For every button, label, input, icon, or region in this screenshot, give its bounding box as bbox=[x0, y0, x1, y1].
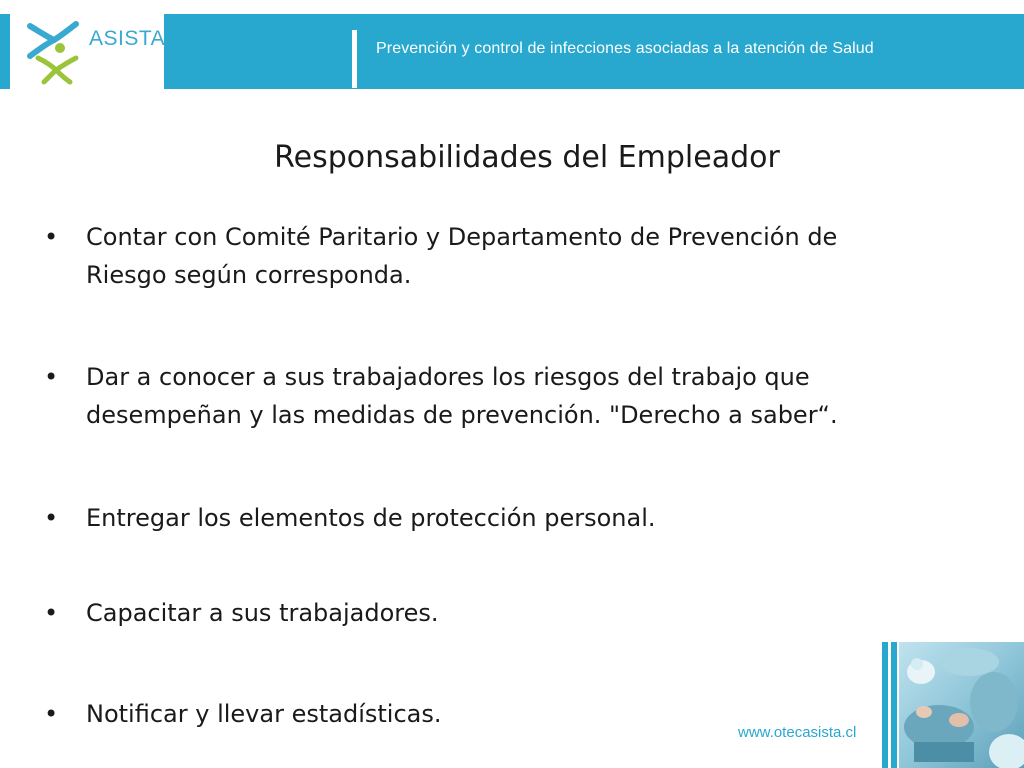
bullet-item bbox=[44, 695, 441, 733]
bullet-text-line: Riesgo según corresponda. bbox=[86, 261, 412, 289]
header-title: Prevención y control de infecciones asociadas a la atención de Salud bbox=[376, 40, 874, 57]
header-left-strip bbox=[0, 14, 10, 89]
bullet-text-line: Dar a conocer a sus trabajadores los riesgos del trabajo que bbox=[86, 363, 810, 391]
bullet-text-line: Notificar y llevar estadísticas. bbox=[86, 700, 442, 728]
bullet-symbol: • bbox=[44, 223, 59, 251]
bullet-symbol: • bbox=[44, 504, 59, 532]
bullet-symbol: • bbox=[44, 363, 59, 391]
bullet-item bbox=[44, 594, 439, 632]
bullet-symbol: • bbox=[44, 599, 59, 627]
bullet-text-line: Contar con Comité Paritario y Departamento de Prevención de bbox=[86, 223, 838, 251]
asista-logo[interactable] bbox=[24, 18, 166, 86]
slide-title: Responsabilidades del Empleador bbox=[274, 140, 780, 175]
surgery-photo bbox=[899, 642, 1024, 768]
footer-url-link[interactable]: www.otecasista.cl bbox=[738, 724, 857, 741]
bullet-symbol: • bbox=[44, 700, 59, 728]
bullet-item bbox=[44, 358, 838, 434]
bullet-item bbox=[44, 499, 656, 537]
bullet-text-line: desempeñan y las medidas de prevención. "Derecho a saber“. bbox=[86, 401, 838, 429]
bullet-text-line: Entregar los elementos de protección personal. bbox=[86, 504, 656, 532]
asista-logo-icon bbox=[24, 18, 84, 86]
footer-accent-bar bbox=[891, 642, 897, 768]
footer-accent-bar bbox=[882, 642, 888, 768]
header-divider bbox=[352, 30, 357, 88]
header bbox=[0, 0, 1024, 95]
surgery-photo-image bbox=[899, 642, 1024, 768]
bullet-item bbox=[44, 218, 837, 294]
logo-text: ASISTA bbox=[89, 27, 166, 50]
bullet-text-line: Capacitar a sus trabajadores. bbox=[86, 599, 439, 627]
